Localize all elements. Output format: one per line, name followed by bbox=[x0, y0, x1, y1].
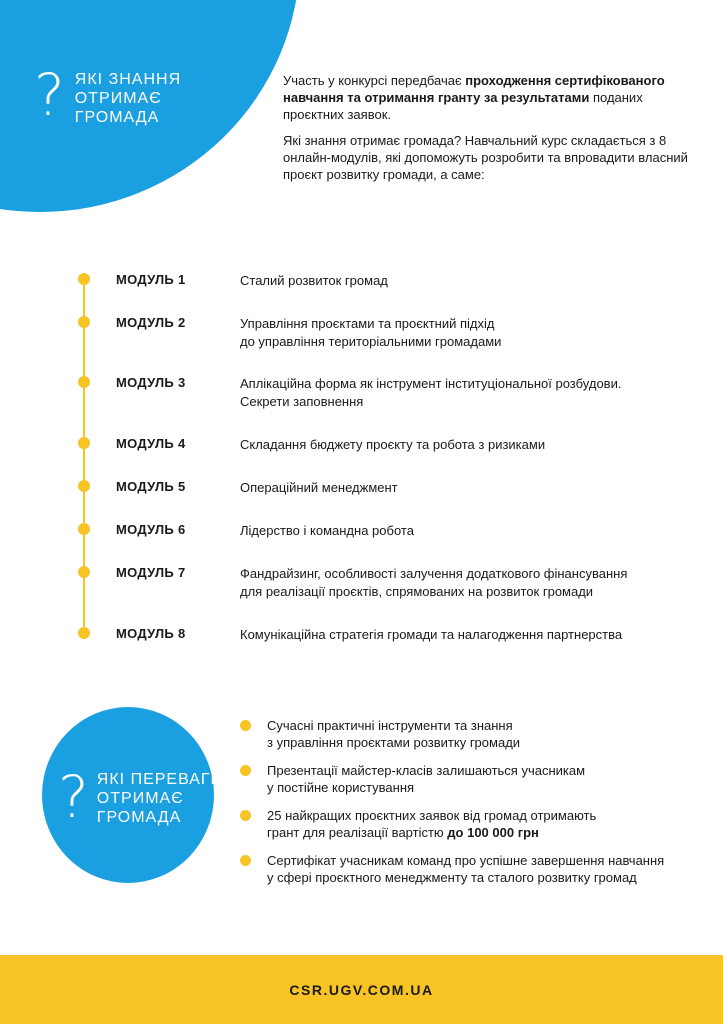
bullet-dot-icon bbox=[240, 855, 251, 866]
timeline-dot bbox=[78, 273, 90, 285]
knowledge-heading-line-2: ОТРИМАЄ bbox=[74, 90, 162, 107]
bullet-dot-icon bbox=[240, 810, 251, 821]
knowledge-heading-line-1: ЯКІ ЗНАННЯ bbox=[74, 71, 182, 88]
intro-text bbox=[283, 72, 703, 183]
question-mark-icon: ? bbox=[34, 61, 65, 129]
benefits-heading-line-1: ЯКІ ПЕРЕВАГИ bbox=[96, 771, 224, 788]
timeline-dot bbox=[78, 523, 90, 535]
bullet-dot-icon bbox=[240, 720, 251, 731]
module-description: Аплікаційна форма як інструмент інституціональної розбудови. Секрети заповнення bbox=[240, 376, 622, 409]
timeline-dot bbox=[78, 316, 90, 328]
benefits-heading-line-3: ГРОМАДА bbox=[96, 809, 182, 826]
module-label: МОДУЛЬ 5 bbox=[116, 479, 186, 494]
module-label: МОДУЛЬ 2 bbox=[116, 315, 186, 330]
knowledge-heading bbox=[34, 61, 182, 129]
benefits-heading bbox=[58, 763, 224, 831]
bullet-dot-icon bbox=[240, 765, 251, 776]
intro-highlight: проходження сертифікованого навчання та отримання гранту за результатами bbox=[283, 73, 665, 105]
intro-paragraph-1: Участь у конкурсі передбачає проходження сертифікованого навчання та отримання гранту за результатами поданих проєктних заявок. bbox=[283, 73, 665, 122]
timeline-dot bbox=[78, 627, 90, 639]
module-description: Фандрайзинг, особливості залучення додаткового фінансування для реалізації проєктів, спрямованих на розвиток громади bbox=[240, 566, 628, 599]
intro-paragraph-2: Які знання отримає громада? Навчальний курс складається з 8 онлайн-модулів, які допоможуть розробити та впровадити власний проєкт розвитку громади, а саме: bbox=[283, 133, 688, 182]
benefit-item-3: 25 найкращих проєктних заявок від громад отримають грант для реалізації вартістю до 100 000 грн bbox=[240, 807, 700, 841]
grant-amount: до 100 000 грн bbox=[447, 825, 539, 840]
website-link[interactable]: CSR.UGV.COM.UA bbox=[289, 981, 434, 998]
timeline-dot bbox=[78, 480, 90, 492]
benefits-list bbox=[240, 717, 700, 897]
question-mark-icon: ? bbox=[58, 763, 89, 831]
module-description: Складання бюджету проєкту та робота з ризиками bbox=[240, 437, 546, 452]
module-label: МОДУЛЬ 3 bbox=[116, 375, 186, 390]
module-label: МОДУЛЬ 4 bbox=[116, 436, 186, 451]
benefits-heading-title bbox=[97, 770, 223, 827]
timeline-dot bbox=[78, 437, 90, 449]
timeline-dot bbox=[78, 566, 90, 578]
module-label: МОДУЛЬ 8 bbox=[116, 626, 186, 641]
benefit-item-1: Сучасні практичні інструменти та знання з управління проєктами розвитку громади bbox=[240, 717, 700, 751]
module-description: Сталий розвиток громад bbox=[240, 273, 388, 288]
module-label: МОДУЛЬ 6 bbox=[116, 522, 186, 537]
knowledge-heading-line-3: ГРОМАДА bbox=[74, 109, 160, 126]
module-label: МОДУЛЬ 1 bbox=[116, 272, 186, 287]
timeline-dot bbox=[78, 376, 90, 388]
module-description: Управління проєктами та проєктний підхід до управління територіальними громадами bbox=[240, 316, 502, 349]
footer-bar bbox=[0, 955, 723, 1024]
module-description: Лідерство і командна робота bbox=[240, 523, 414, 538]
module-description: Комунікаційна стратегія громади та налагодження партнерства bbox=[240, 627, 623, 642]
benefit-item-2: Презентації майстер-класів залишаються учасникам у постійне користування bbox=[240, 762, 700, 796]
timeline-line bbox=[83, 279, 85, 633]
benefit-item-4: Сертифікат учасникам команд про успішне завершення навчання у сфері проєктного менеджменту та сталого розвитку громад bbox=[240, 852, 700, 886]
module-label: МОДУЛЬ 7 bbox=[116, 565, 186, 580]
module-description: Операційний менеджмент bbox=[240, 480, 398, 495]
knowledge-heading-title bbox=[75, 70, 181, 127]
benefits-heading-line-2: ОТРИМАЄ bbox=[96, 790, 184, 807]
